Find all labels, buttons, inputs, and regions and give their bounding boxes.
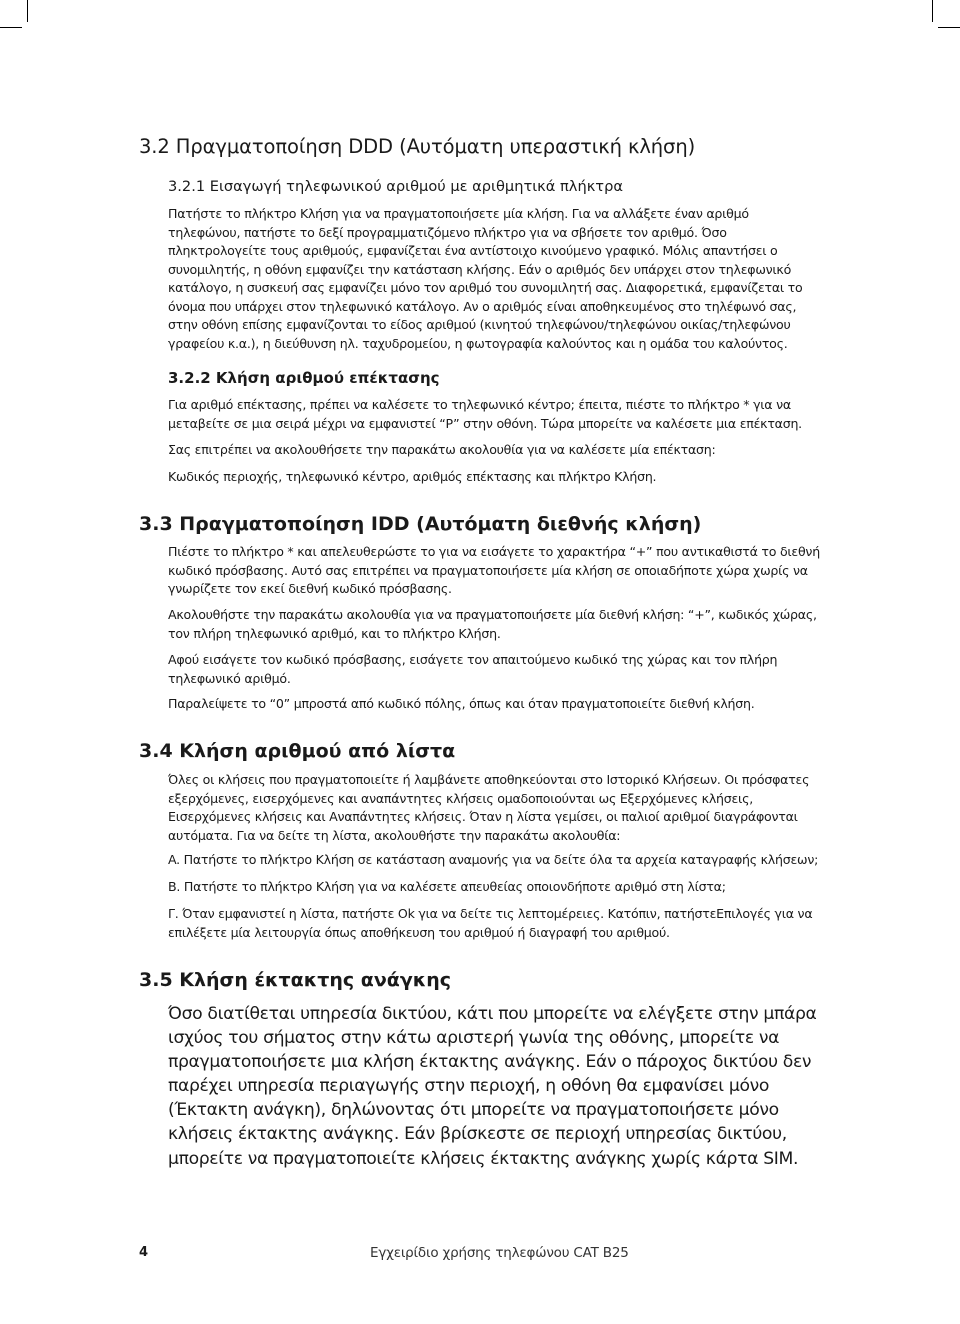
section-3-3-heading: 3.3 Πραγματοποίηση IDD (Αυτόματη διεθνής κλήση) [139, 513, 702, 535]
section-3-2-1-paragraph: Πατήστε το πλήκτρο Κλήση για να πραγματοποιήσετε μία κλήση. Για να αλλάξετε έναν αριθμό τηλεφώνου, πατήστε το δεξί προγραμματιζόμενο πλήκτρο για να σβήσετε τον αριθμό. Όσο πληκτρολογείτε τους αριθμούς, εμφανίζεται ένα αντίστοιχο κινούμενο γραφικό. Μόλις απαντήσει ο συνομιλητής, η οθόνη εμφανίζει την κατάσταση κλήσης. Εάν ο αριθμός δεν υπάρχει στον τηλεφωνικό κατάλογο, η συσκευή σας εμφανίζει μόνο τον αριθμό του συνομιλητή σας. Διαφορετικά, εμφανίζεται το όνομα που υπάρχει στον τηλεφωνικό κατάλογο. Αν ο αριθμός είναι αποθηκευμένος στο τηλέφωνό σας, στην οθόνη επίσης εμφανίζονται το είδος αριθμού (κινητού τηλεφώνου/τηλεφώνου οικίας/τηλεφώνου γραφείου κ.α.), η διεύθυνση ηλ. ταχυδρομείου, η φωτογραφία καλούντος και η ομάδα του καλούντος. [168, 206, 803, 351]
section-3-5-heading: 3.5 Κλήση έκτακτης ανάγκης [139, 969, 452, 991]
crop-mark-top-right-horizontal [938, 27, 960, 28]
section-3-3-paragraph-4: Παραλείψετε το “0” μπροστά από κωδικό πόλης, όπως και όταν πραγματοποιείτε διεθνή κλήση. [168, 696, 755, 711]
section-3-2-1-heading: 3.2.1 Εισαγωγή τηλεφωνικού αριθμού με αριθμητικά πλήκτρα [168, 178, 623, 195]
section-3-3-paragraph-3: Αφού εισάγετε τον κωδικό πρόσβασης, εισάγετε τον απαιτούμενο κωδικό της χώρας και τον πλήρη τηλεφωνικό αριθμό. [168, 652, 778, 686]
crop-mark-top-left-vertical [27, 0, 28, 22]
section-3-2-heading: 3.2 Πραγματοποίηση DDD (Αυτόματη υπεραστική κλήση) [139, 135, 696, 158]
crop-mark-top-left-horizontal [0, 27, 22, 28]
section-3-2-2-paragraph-3: Κωδικός περιοχής, τηλεφωνικό κέντρο, αριθμός επέκτασης και πλήκτρο Κλήση. [168, 469, 657, 484]
section-3-3-paragraph-1: Πιέστε το πλήκτρο * και απελευθερώστε το για να εισάγετε το χαρακτήρα “+” που αντικαθιστά το διεθνή κωδικό πρόσβασης. Αυτό σας επιτρέπει να πραγματοποιήσετε μία κλήση σε οποιαδήποτε χώρα χωρίς να γνωρίζετε τον εκεί διεθνή κωδικό πρόσβασης. [168, 544, 820, 596]
section-3-2-2-heading: 3.2.2 Κλήση αριθμού επέκτασης [168, 369, 440, 387]
page-number: 4 [139, 1245, 149, 1260]
section-3-4-item-b: B. Πατήστε το πλήκτρο Κλήση για να καλέσετε απευθείας οποιονδήποτε αριθμό στη λίστα; [168, 879, 726, 894]
crop-mark-top-right-vertical [932, 0, 933, 22]
section-3-4-paragraph-1: Όλες οι κλήσεις που πραγματοποιείτε ή λαμβάνετε αποθηκεύονται στο Ιστορικό Κλήσεων. Οι πρόσφατες εξερχόμενες, εισερχόμενες και αναπάντητες κλήσεις ομαδοποιούνται ως Εξερχόμενες κλήσεις, Εισερχόμενες κλήσεις και Αναπάντητες κλήσεις. Όταν η λίστα γεμίσει, οι παλιοί αριθμοί διαγράφονται αυτόματα. Για να δείτε τη λίστα, ακολουθήστε την παρακάτω ακολουθία: [168, 772, 810, 843]
section-3-4-heading: 3.4 Κλήση αριθμού από λίστα [139, 740, 456, 762]
section-3-5-paragraph: Όσο διατίθεται υπηρεσία δικτύου, κάτι που μπορείτε να ελέγξετε στην μπάρα ισχύος του σήματος στην κάτω αριστερή γωνία της οθόνης, μπορείτε να πραγματοποιήσετε μια κλήση έκτακτης ανάγκης. Εάν ο πάροχος δικτύου δεν παρέχει υπηρεσία περιαγωγής στην περιοχή, η οθόνη θα εμφανίσει μόνο (Έκτακτη ανάγκη), δηλώνοντας ότι μπορείτε να πραγματοποιήσετε μόνο κλήσεις έκτακτης ανάγκης. Εάν βρίσκεστε σε περιοχή υπηρεσίας δικτύου, μπορείτε να πραγματοποιείτε κλήσεις έκτακτης ανάγκης χωρίς κάρτα SIM. [168, 1004, 817, 1169]
section-3-4-item-a: A. Πατήστε το πλήκτρο Κλήση σε κατάσταση αναμονής για να δείτε όλα τα αρχεία καταγραφής κλήσεων; [168, 852, 819, 867]
section-3-2-2-paragraph-1: Για αριθμό επέκτασης, πρέπει να καλέσετε το τηλεφωνικό κέντρο; έπειτα, πιέστε το πλήκτρο * για να μεταβείτε σε μια σειρά μέχρι να εμφανιστεί “P” στην οθόνη. Τώρα μπορείτε να καλέσετε μια επέκταση. [168, 397, 802, 431]
section-3-4-item-c: Γ. Όταν εμφανιστεί η λίστα, πατήστε Ok για να δείτε τις λεπτομέρειες. Κατόπιν, πατήστεΕπιλογές για να επιλέξετε μία λειτουργία όπως αποθήκευση του αριθμού ή διαγραφή του αριθμού. [168, 906, 813, 940]
section-3-2-2-paragraph-2: Σας επιτρέπει να ακολουθήσετε την παρακάτω ακολουθία για να καλέσετε μία επέκταση: [168, 442, 716, 457]
section-3-3-paragraph-2: Ακολουθήστε την παρακάτω ακολουθία για να πραγματοποιήσετε μία διεθνή κλήση: “+”, κωδικός χώρας, τον πλήρη τηλεφωνικό αριθμό, και το πλήκτρο Κλήση. [168, 607, 817, 641]
footer-title: Εγχειρίδιο χρήσης τηλεφώνου CAT B25 [370, 1245, 629, 1261]
